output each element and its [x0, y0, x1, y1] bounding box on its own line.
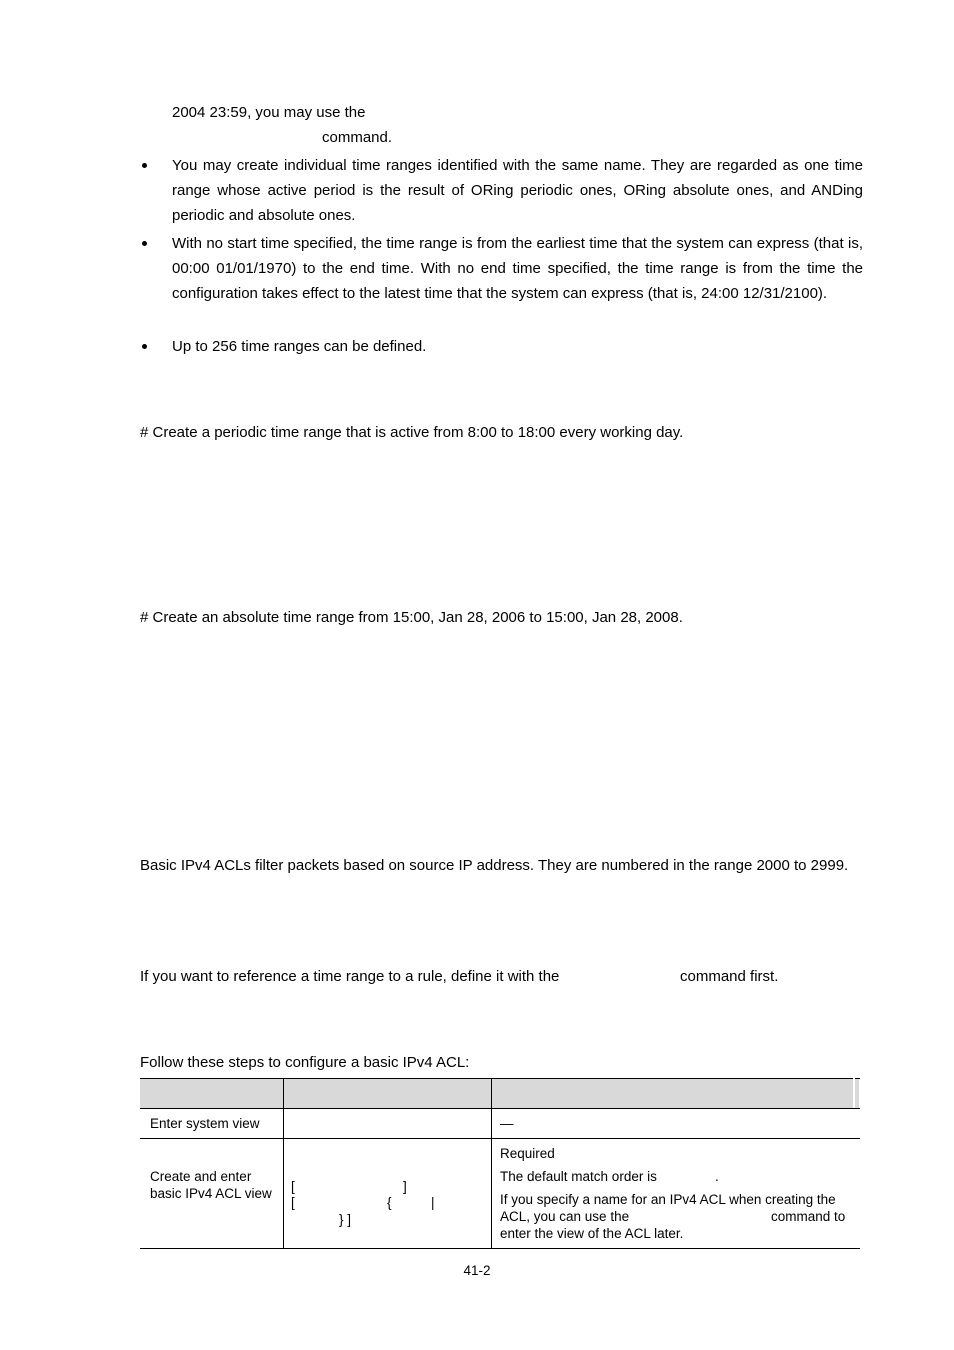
- table-header-gap: [853, 1078, 855, 1108]
- table-rule: [140, 1108, 860, 1109]
- basic-acl-intro: Basic IPv4 ACLs filter packets based on source IP address. They are numbered in the range 2000 to 2999.: [140, 857, 849, 874]
- steps-intro: Follow these steps to configure a basic IPv4 ACL:: [140, 1054, 470, 1071]
- bullet-item-same-name: You may create individual time ranges identified with the same name. They are regarded as one time range whose active period is the result of ORing periodic ones, ORing absolute ones, and ANDing periodic and absolute ones.: [172, 157, 863, 224]
- bullet-item-start-end-time: With no start time specified, the time range is from the earliest time that the system can express (that is, 00:00 01/01/1970) to the end time. With no end time specified, the time range is from the time the configuration takes effect to the latest time that the system can express (that is, 24:00 12/31/2100).: [172, 235, 863, 302]
- command-bracket: [: [291, 1195, 295, 1210]
- command-brace: {: [387, 1195, 392, 1210]
- continuation-line-1: 2004 23:59, you may use the: [172, 104, 366, 121]
- reference-note-after: command first.: [680, 968, 779, 985]
- table-rule: [140, 1138, 860, 1139]
- command-bracket: } ]: [339, 1212, 352, 1227]
- bullet-marker: [142, 163, 147, 168]
- command-pipe: |: [431, 1195, 435, 1210]
- bullet-marker: [142, 241, 147, 246]
- table-row-system-view-remark: —: [500, 1116, 514, 1131]
- command-bracket: ]: [403, 1179, 407, 1194]
- reference-note-before: If you want to reference a time range to a rule, define it with the: [140, 968, 560, 985]
- command-bracket: [: [291, 1179, 295, 1194]
- table-column-divider: [283, 1078, 284, 1249]
- example-periodic: # Create a periodic time range that is active from 8:00 to 18:00 every working day.: [140, 424, 684, 441]
- remark-name-note: If you specify a name for an IPv4 ACL when creating the: [500, 1192, 836, 1207]
- bullet-marker: [142, 344, 147, 349]
- example-absolute: # Create an absolute time range from 15:00, Jan 28, 2006 to 15:00, Jan 28, 2008.: [140, 609, 683, 626]
- table-rule: [140, 1248, 860, 1249]
- bullet-item-limit: Up to 256 time ranges can be defined.: [172, 338, 427, 355]
- page-number: 41-2: [463, 1263, 491, 1278]
- remark-name-note: ACL, you can use the: [500, 1209, 630, 1224]
- table-row-system-view-step: Enter system view: [150, 1116, 260, 1131]
- remark-default-order: The default match order is: [500, 1169, 657, 1184]
- continuation-line-2: command.: [322, 129, 393, 146]
- table-rule: [140, 1078, 860, 1079]
- table-column-divider: [491, 1078, 492, 1249]
- remark-default-order-end: .: [715, 1169, 719, 1184]
- remark-name-note: command to: [771, 1209, 846, 1224]
- remark-required: Required: [500, 1146, 555, 1161]
- table-row-acl-view-step: Create and enter basic IPv4 ACL view: [150, 1169, 272, 1201]
- remark-name-note: enter the view of the ACL later.: [500, 1226, 684, 1241]
- table-header-row: [140, 1079, 859, 1108]
